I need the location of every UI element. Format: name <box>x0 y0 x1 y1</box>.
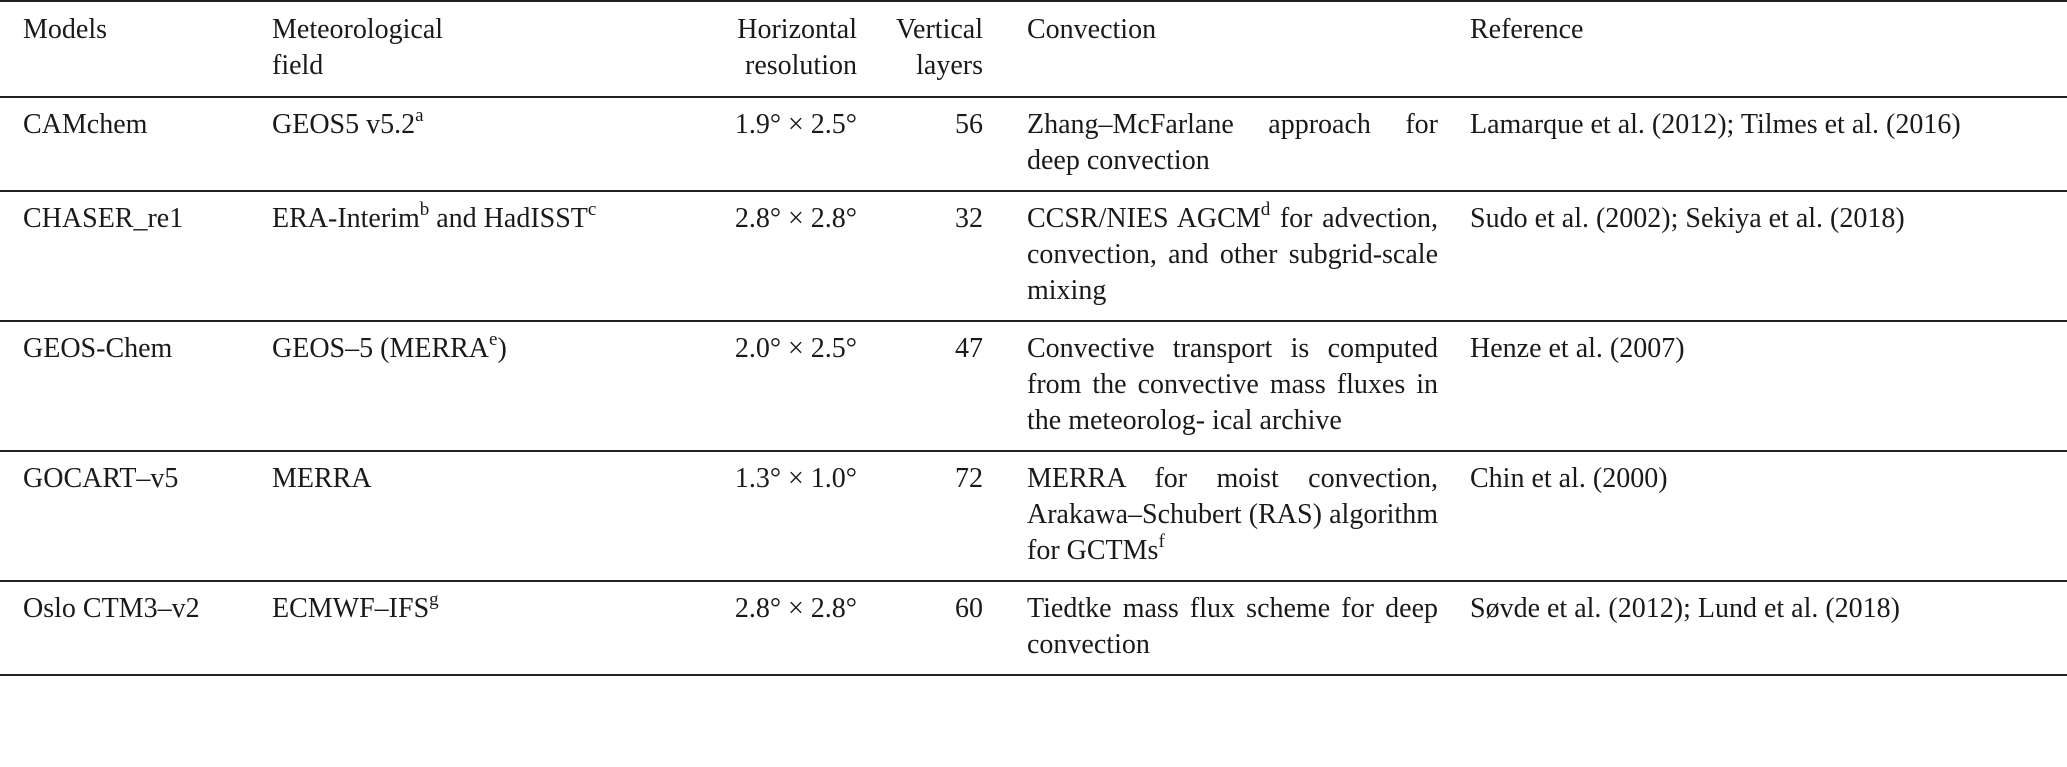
model-cell: Oslo CTM3–v2 <box>23 593 200 624</box>
convection-cell: Zhang–McFarlane approach for deep convection <box>1027 109 1438 176</box>
met-field-cell: GEOS–5 (MERRA$^e$) <box>272 328 507 364</box>
header-convection <box>997 1 1448 97</box>
header-models-label: Models <box>23 14 107 45</box>
met-field-cell: GEOS5 v5.2$^a$ <box>272 104 424 140</box>
header-vl-line2: layers <box>916 50 983 81</box>
met-field-cell: ECMWF–IFS$^g$ <box>272 588 439 624</box>
table-row <box>0 581 2067 675</box>
met-field-cell: ERA-Interim$^b$ and HadISST$^c$ <box>272 198 597 234</box>
vertical-layers-cell: 32 <box>955 203 983 234</box>
horizontal-resolution-cell: 1.9° × 2.5° <box>734 109 857 140</box>
table-row <box>0 321 2067 451</box>
header-row <box>0 1 2067 97</box>
reference-cell: Lamarque et al. (2012); Tilmes et al. (2016) <box>1470 109 1961 140</box>
model-cell: GOCART–v5 <box>23 463 179 494</box>
header-reference <box>1448 1 2067 97</box>
footnote-marker: d <box>1260 198 1271 220</box>
vertical-layers-cell: 47 <box>955 333 983 364</box>
header-meteorological-field <box>264 1 701 97</box>
header-hres-line2: resolution <box>745 50 857 81</box>
reference-cell: Chin et al. (2000) <box>1470 463 1668 494</box>
header-convection-label: Convection <box>1027 14 1157 45</box>
table-row <box>0 451 2067 581</box>
vertical-layers-cell: 60 <box>955 593 983 624</box>
vertical-layers-cell: 72 <box>955 463 983 494</box>
footnote-marker: a <box>415 104 424 126</box>
footnote-marker: f <box>1158 530 1165 552</box>
header-horizontal-resolution <box>701 1 857 97</box>
header-met-line1: Meteorological <box>272 14 444 45</box>
header-models <box>0 1 264 97</box>
footnote-marker: e <box>489 328 498 350</box>
header-met-line2: field <box>272 50 324 81</box>
horizontal-resolution-cell: 1.3° × 1.0° <box>734 463 857 494</box>
footnote-marker: b <box>419 198 430 220</box>
reference-cell: Henze et al. (2007) <box>1470 333 1685 364</box>
footnote-marker: g <box>429 588 439 610</box>
header-reference-label: Reference <box>1470 14 1584 45</box>
table-row <box>0 191 2067 321</box>
model-cell: GEOS-Chem <box>23 333 173 364</box>
convection-cell: Convective transport is computed from the convective mass fluxes in the meteorolog- ical archive <box>1027 333 1438 436</box>
convection-cell: MERRA for moist convection, Arakawa–Schubert (RAS) algorithm for GCTMs$^f$ <box>1027 463 1438 566</box>
table-body <box>0 97 2067 675</box>
header-vl-line1: Vertical <box>895 14 983 45</box>
header-hres-line1: Horizontal <box>737 14 857 45</box>
header-vertical-layers <box>857 1 997 97</box>
model-cell: CAMchem <box>23 109 148 140</box>
table-row <box>0 97 2067 191</box>
horizontal-resolution-cell: 2.8° × 2.8° <box>734 203 857 234</box>
horizontal-resolution-cell: 2.8° × 2.8° <box>734 593 857 624</box>
horizontal-resolution-cell: 2.0° × 2.5° <box>734 333 857 364</box>
model-cell: CHASER_re1 <box>23 203 184 234</box>
footnote-marker: c <box>587 198 597 220</box>
reference-cell: Sudo et al. (2002); Sekiya et al. (2018) <box>1470 203 1905 234</box>
reference-cell: Søvde et al. (2012); Lund et al. (2018) <box>1470 593 1901 624</box>
vertical-layers-cell: 56 <box>955 109 983 140</box>
table-header <box>0 1 2067 97</box>
met-field-cell: MERRA <box>272 463 372 494</box>
convection-cell: Tiedtke mass flux scheme for deep convection <box>1027 593 1438 660</box>
convection-cell: CCSR/NIES AGCM$^d$ for advection, convection, and other subgrid-scale mixing <box>1027 198 1438 306</box>
